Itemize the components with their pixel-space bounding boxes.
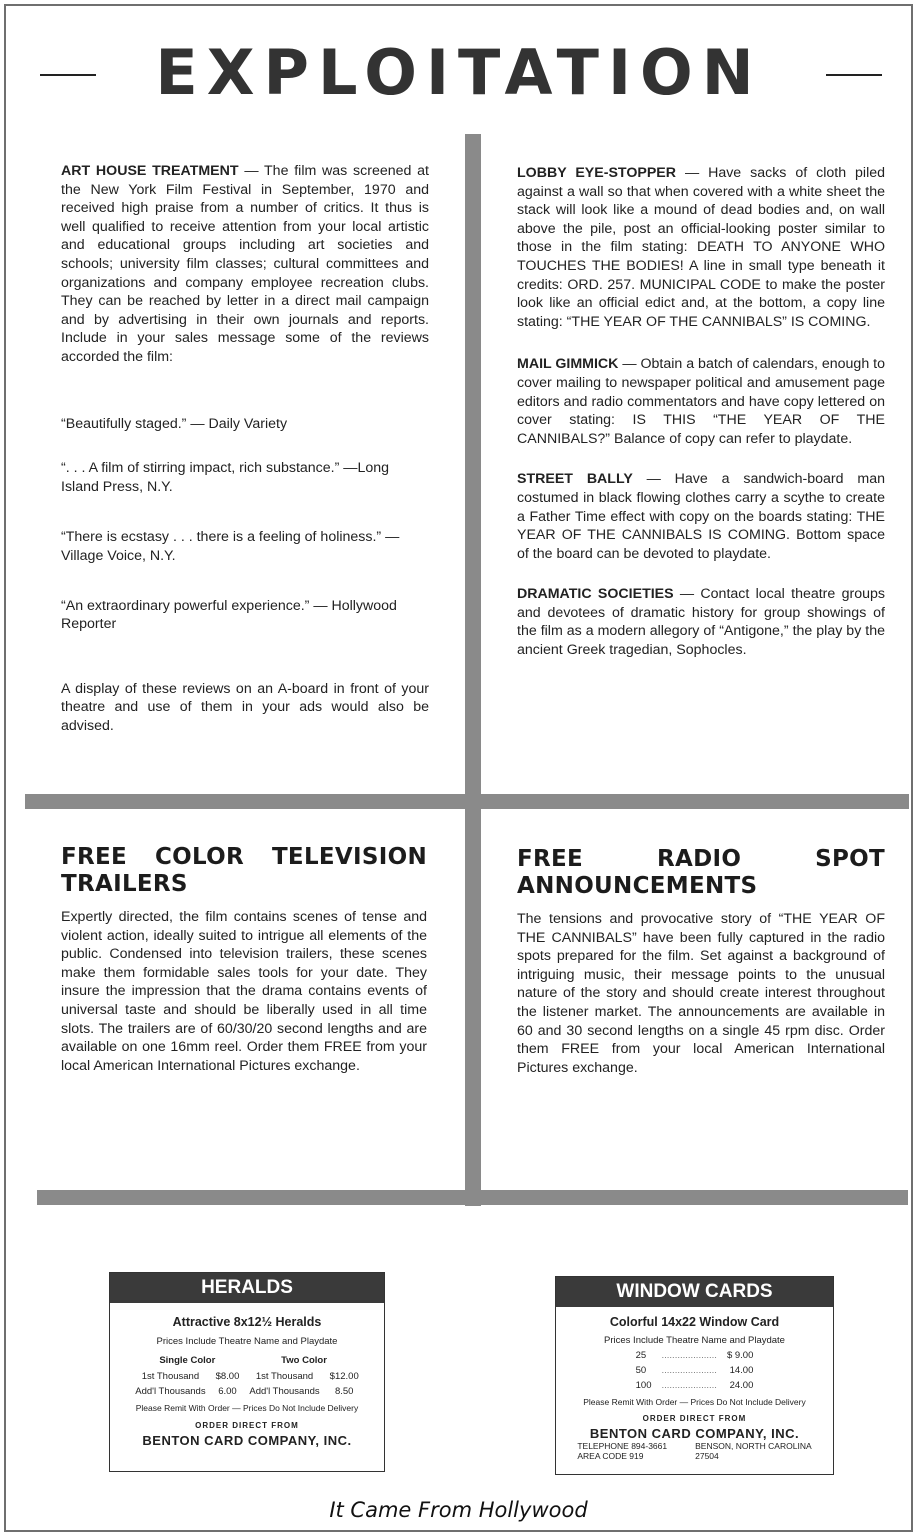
zip: 27504 — [695, 1451, 719, 1461]
radio-body: The tensions and provocative story of “THE YEAR OF THE CANNIBALS” have been fully captured in the radio spots prepared for the film. Set against a background of intriguing music, their message points to the unusual nature of the story and should create interest throughout the listener market. The announcements are available in 60 and 30 second lengths on a single 45 rpm disc. Order them FREE from your local American International Pictures exchange. — [517, 911, 885, 1076]
mail-section — [517, 355, 885, 448]
title-rule-left — [40, 74, 96, 76]
price-value: 14.00 — [729, 1365, 754, 1376]
street-lead: STREET BALLY — [517, 471, 633, 488]
two-color-header: Two Color — [281, 1355, 327, 1366]
table-row — [130, 1384, 363, 1399]
heralds-note: Prices Include Theatre Name and Playdate — [156, 1336, 338, 1347]
horizontal-divider-top — [25, 794, 909, 809]
dramatic-section — [517, 585, 885, 659]
review-quote: “. . . A film of stirring impact, rich substance.” —Long Island Press, N.Y. — [61, 460, 390, 495]
review-quote: “There is ecstasy . . . there is a feeling of holiness.” — Village Voice, N.Y. — [61, 529, 400, 564]
tv-heading: FREE COLOR TELEVISION TRAILERS — [61, 844, 427, 897]
table-row — [631, 1363, 759, 1378]
leader-dots: ..................... — [661, 1350, 717, 1361]
tv-body: Expertly directed, the film contains scenes of tense and violent action, ideally suited to intrigue all elements of the public. Condensed into television trailers, these scenes make them formidable sales tools for your date. They insure the impression that the drama contains events of universal taste and should be liberally used in all time slots. The trailers are of 60/30/20 second lengths and are available on one 16mm reel. Order them FREE from your local American International Pictures exchange. — [61, 909, 427, 1074]
price-value: $8.00 — [215, 1371, 240, 1382]
heralds-company: BENTON CARD COMPANY, INC. — [142, 1433, 352, 1448]
heralds-subtitle: Attractive 8x12½ Heralds — [172, 1315, 322, 1329]
single-color-header: Single Color — [159, 1355, 216, 1366]
city: BENSON, NORTH CAROLINA — [695, 1441, 812, 1451]
window-cards-price-table — [631, 1348, 759, 1393]
art-house-lead: ART HOUSE TREATMENT — [61, 163, 239, 179]
window-cards-remit: Please Remit With Order — Prices Do Not Include Delivery — [583, 1397, 806, 1407]
tv-trailers-section — [61, 844, 427, 1075]
price-value: $12.00 — [329, 1371, 359, 1382]
lobby-body: — Have sacks of cloth piled against a wall so that when covered with a white sheet the stack will look like a mound of dead bodies and, on wall above the pile, post an official-looking poster similar to those in the film stating: DEATH TO ANYONE WHO TOUCHES THE BODIES! A line in small type beneath it credits: ORD. 257. MUNICIPAL CODE to make the poster look like an official edict and, at the bottom, a copy line stating: “THE YEAR OF THE CANNIBALS” IS COMING. — [517, 165, 885, 330]
table-row — [631, 1348, 759, 1363]
right-top-column — [517, 164, 885, 660]
window-cards-subtitle: Colorful 14x22 Window Card — [609, 1315, 780, 1329]
price-label: Add'l Thousands — [135, 1386, 206, 1397]
window-cards-ad — [555, 1276, 834, 1475]
window-cards-note: Prices Include Theatre Name and Playdate — [604, 1335, 785, 1346]
quantity: 25 — [635, 1350, 647, 1361]
price-value: $ 9.00 — [726, 1350, 754, 1361]
heralds-order: ORDER DIRECT FROM — [195, 1421, 299, 1430]
title-row — [34, 38, 884, 108]
heralds-ad — [109, 1272, 385, 1472]
price-label: Add'l Thousands — [249, 1386, 320, 1397]
quantity: 100 — [635, 1380, 652, 1391]
leader-dots: ..................... — [661, 1365, 717, 1376]
mail-body: — Obtain a batch of calendars, enough to cover mailing to newspaper political and amusement page editors and radio commentators and have copy lettered on cover stating: IS THIS “THE YEAR OF THE CANNIBALS?” Balance of copy can refer to playdate. — [517, 356, 885, 447]
window-cards-order: ORDER DIRECT FROM — [642, 1414, 747, 1423]
table-row — [130, 1369, 363, 1384]
price-value: 24.00 — [729, 1380, 754, 1391]
mail-lead: MAIL GIMMICK — [517, 356, 619, 373]
area-code: AREA CODE 919 — [577, 1451, 644, 1461]
horizontal-divider-bottom — [37, 1190, 908, 1205]
art-house-body: — The film was screened at the New York Film Festival in September, 1970 and received high praise from a number of critics. It thus is well qualified to receive attention from your local artistic and educational groups including art societies and schools; university film classes; cultural committees and organizations and company employee recreation clubs. They can be reached by letter in a direct mail campaign and by advertising in their own journals and reports. Include in your sales message some of the reviews accorded the film: — [61, 163, 429, 365]
price-value: 6.00 — [218, 1386, 237, 1397]
street-section — [517, 470, 885, 563]
window-cards-company: BENTON CARD COMPANY, INC. — [589, 1426, 800, 1441]
art-house-closing: A display of these reviews on an A-board in front of your theatre and use of them in your ads would also be advised. — [61, 680, 429, 734]
price-label: 1st Thousand — [141, 1371, 200, 1382]
vertical-divider — [465, 134, 481, 1206]
price-label: 1st Thousand — [255, 1371, 314, 1382]
telephone: TELEPHONE 894-3661 — [577, 1441, 668, 1451]
street-body: — Have a sandwich-board man costumed in black flowing clothes carry a scythe to create a Father Time effect with copy on the boards stating: THE YEAR OF THE CANNIBALS IS COMING. Bottom space of the board can be devoted to playdate. — [517, 471, 885, 562]
radio-heading: FREE RADIO SPOT ANNOUNCEMENTS — [517, 846, 885, 899]
footer-caption: It Came From Hollywood — [329, 1498, 588, 1522]
dramatic-body: — Contact local theatre groups and devotees of dramatic history for group showings of the film as a modern allegory of “Antigone,” the play by the ancient Greek tragedian, Sophocles. — [517, 586, 885, 659]
heralds-remit: Please Remit With Order — Prices Do Not Include Delivery — [135, 1403, 359, 1413]
leader-dots: ..................... — [661, 1380, 717, 1391]
radio-spots-section — [517, 846, 885, 1077]
window-cards-header: WINDOW CARDS — [556, 1277, 833, 1307]
dramatic-lead: DRAMATIC SOCIETIES — [517, 586, 674, 603]
review-quote: “Beautifully staged.” — Daily Variety — [61, 415, 288, 432]
heralds-header: HERALDS — [110, 1273, 384, 1303]
quantity: 50 — [635, 1365, 647, 1376]
contact-details — [556, 1441, 833, 1461]
price-value: 8.50 — [334, 1386, 354, 1397]
table-row — [631, 1378, 759, 1393]
lobby-section — [517, 164, 885, 331]
heralds-price-table — [130, 1353, 363, 1399]
title-rule-right — [826, 74, 882, 76]
lobby-lead: LOBBY EYE-STOPPER — [517, 165, 676, 181]
review-quote: “An extraordinary powerful experience.” — Hollywood Reporter — [61, 597, 397, 633]
art-house-section — [61, 162, 429, 735]
page-title: EXPLOITATION — [155, 36, 763, 109]
